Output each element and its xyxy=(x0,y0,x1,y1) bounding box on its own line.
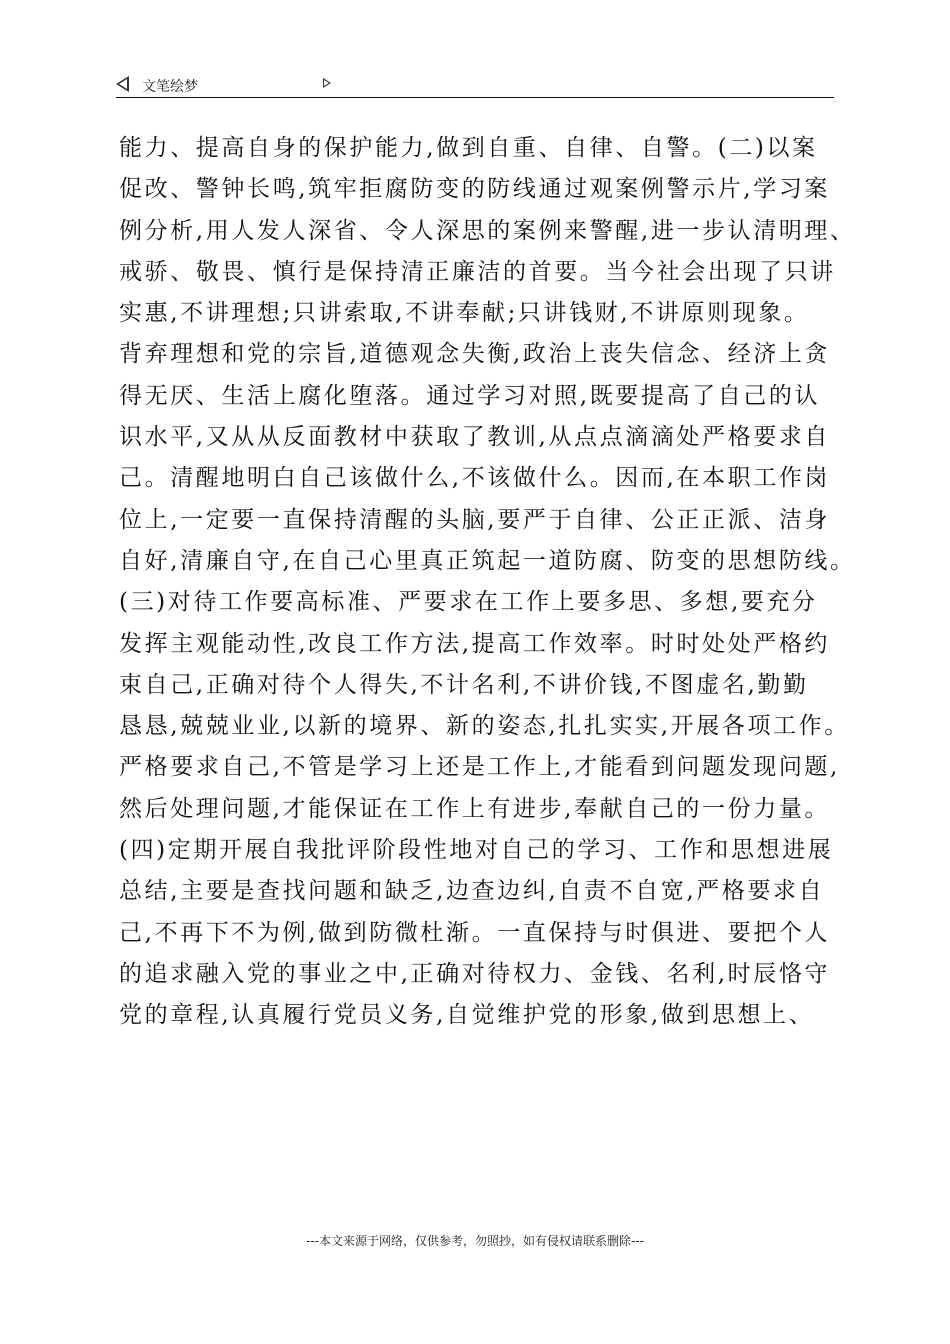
text-line: 例分析,用人发人深省、令人深思的案例来警醒,进一步认清明理、 xyxy=(119,217,856,244)
text-line: 位上,一定要一直保持清醒的头脑,要严于自律、公正正派、洁身 xyxy=(119,506,831,533)
text-line: 背弃理想和党的宗旨,道德观念失衡,政治上丧失信念、经济上贪 xyxy=(119,341,831,368)
text-line: 发挥主观能动性,改良工作方法,提高工作效率。时时处处严格约 xyxy=(119,630,831,657)
text-line: 能力、提高自身的保护能力,做到自重、自律、自警。(二)以案 xyxy=(119,135,818,161)
text-line: 自好,清廉自守,在自己心里真正筑起一道防腐、防变的思想防线。 xyxy=(119,547,856,574)
text-line: 党的章程,认真履行党员义务,自觉维护党的形象,做到思想上、 xyxy=(119,1002,815,1029)
header-divider xyxy=(116,97,834,98)
text-line: 实惠,不讲理想;只讲索取,不讲奉献;只讲钱财,不讲原则现象。 xyxy=(119,300,810,327)
text-line: 的追求融入党的事业之中,正确对待权力、金钱、名利,时辰恪守 xyxy=(119,960,831,987)
text-line: 然后处理问题,才能保证在工作上有进步,奉献自己的一份力量。 xyxy=(119,795,831,822)
right-triangle-icon xyxy=(323,78,331,88)
text-line: 总结,主要是查找问题和缺乏,边查边纠,自责不自宽,严格要求自 xyxy=(119,878,825,905)
footer-notice: ---本文来源于网络，仅供参考，勿照抄，如有侵权请联系删除--- xyxy=(306,1234,644,1248)
document-body xyxy=(119,128,854,1037)
text-line: 严格要求自己,不管是学习上还是工作上,才能看到问题发现问题, xyxy=(119,754,840,781)
left-triangle-icon xyxy=(116,76,129,92)
header-brand: 文笔绘梦 xyxy=(142,79,198,95)
text-line: 己。清醒地明白自己该做什么,不该做什么。因而,在本职工作岗 xyxy=(119,465,831,492)
text-line: 恳恳,兢兢业业,以新的境界、新的姿态,扎扎实实,开展各项工作。 xyxy=(119,713,850,740)
text-line: (四)定期开展自我批评阶段性地对自己的学习、工作和思想进展 xyxy=(119,837,834,864)
text-line: 得无厌、生活上腐化堕落。通过学习对照,既要提高了自己的认 xyxy=(119,382,821,409)
text-line: 识水平,又从从反面教材中获取了教训,从点点滴滴处严格要求自 xyxy=(119,424,831,451)
text-line: (三)对待工作要高标准、严要求在工作上要多思、多想,要充分 xyxy=(119,589,818,616)
text-line: 促改、警钟长鸣,筑牢拒腐防变的防线通过观案例警示片,学习案 xyxy=(119,176,831,203)
text-line: 己,不再下不为例,做到防微杜渐。一直保持与时俱进、要把个人 xyxy=(119,919,831,946)
text-line: 戒骄、敬畏、慎行是保持清正廉洁的首要。当今社会出现了只讲 xyxy=(119,258,836,285)
page-header xyxy=(116,74,834,98)
text-line: 束自己,正确对待个人得失,不计名利,不讲价钱,不图虚名,勤勤 xyxy=(119,671,809,698)
